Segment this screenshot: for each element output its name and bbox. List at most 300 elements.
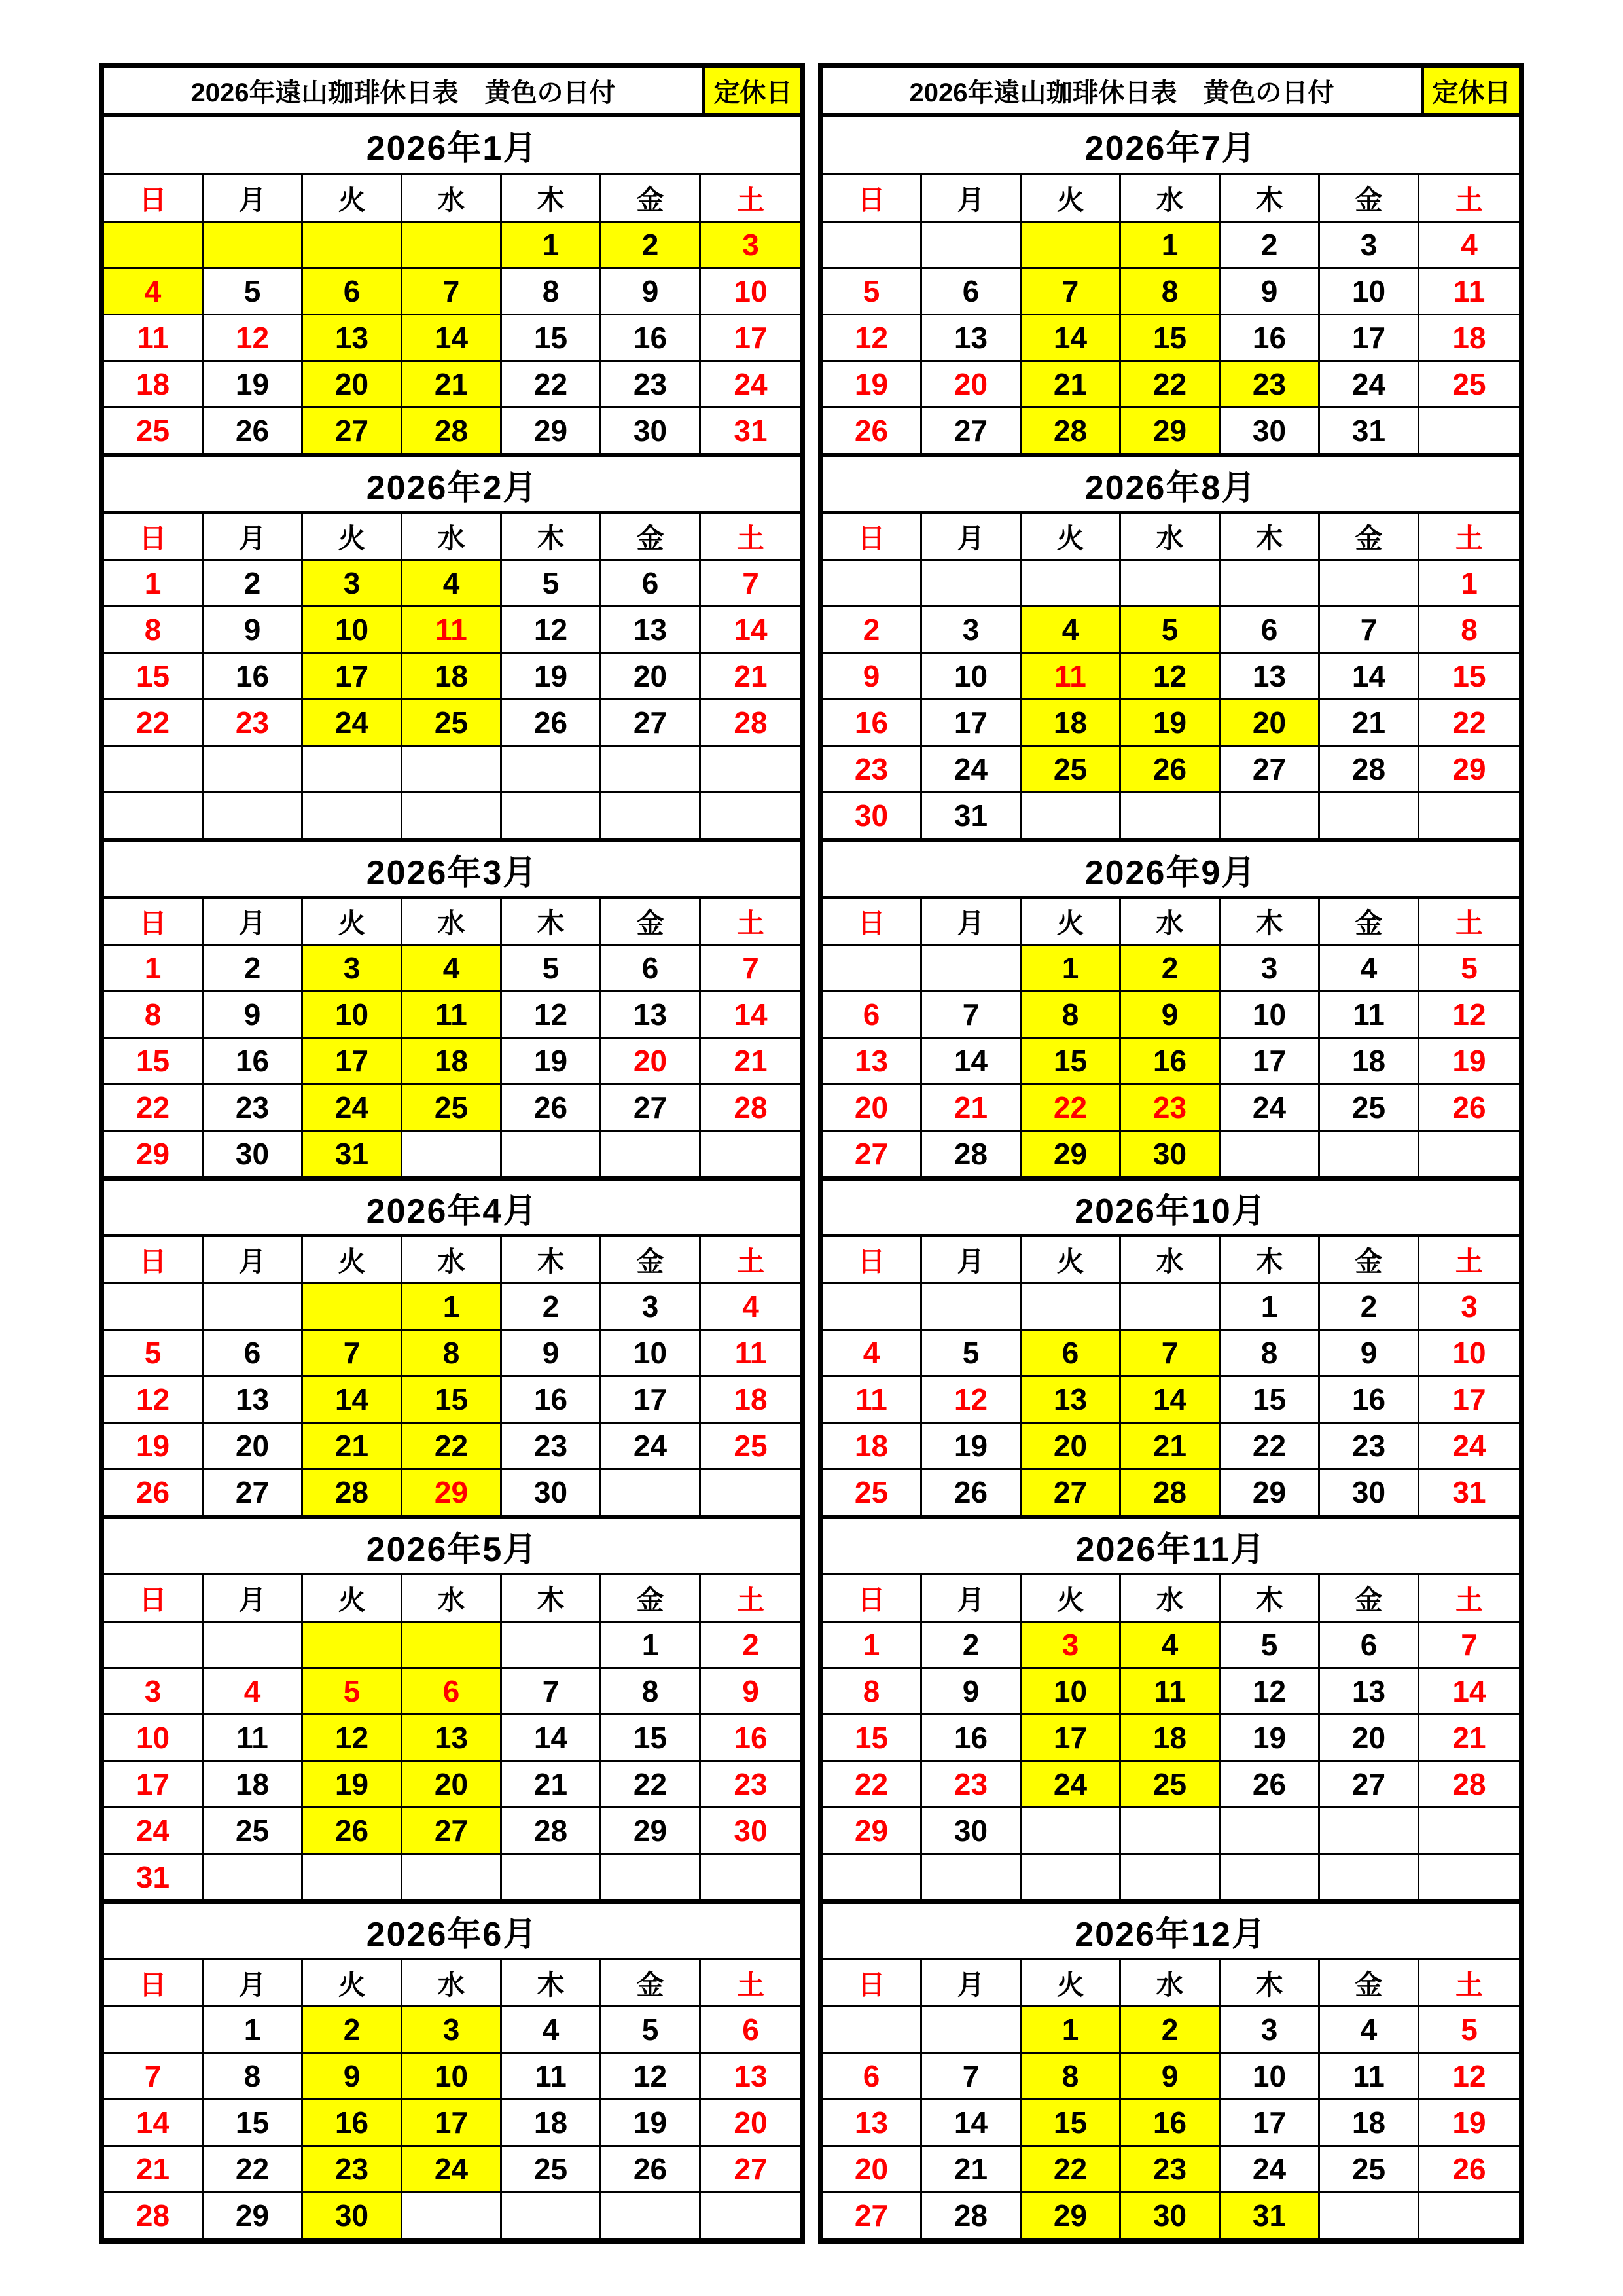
weekday-label: 日 xyxy=(823,514,922,561)
day-cell: 1 xyxy=(823,1623,922,1669)
week-row xyxy=(823,747,1519,793)
weekday-label: 木 xyxy=(1221,514,1320,561)
day-cell: 14 xyxy=(1121,1377,1221,1424)
weekday-label: 火 xyxy=(1022,1960,1121,2007)
weekday-label: 金 xyxy=(601,899,701,946)
week-row xyxy=(104,269,800,315)
empty-day-cell xyxy=(402,793,502,840)
week-row xyxy=(823,2007,1519,2054)
empty-day-cell xyxy=(104,793,204,840)
week-row xyxy=(823,1284,1519,1331)
day-cell: 26 xyxy=(1419,2147,1519,2193)
day-cell: 16 xyxy=(502,1377,601,1424)
weekday-label: 土 xyxy=(701,1237,800,1284)
empty-day-cell xyxy=(502,1132,601,1178)
day-cell: 9 xyxy=(701,1669,800,1715)
day-cell: 22 xyxy=(1022,2147,1121,2193)
weekday-label: 木 xyxy=(1221,1237,1320,1284)
day-cell: 18 xyxy=(402,1039,502,1085)
empty-day-cell xyxy=(922,1855,1022,1901)
day-cell: 8 xyxy=(1121,269,1221,315)
weekday-label: 木 xyxy=(1221,1575,1320,1623)
empty-day-cell xyxy=(402,1623,502,1669)
day-cell: 20 xyxy=(303,362,402,408)
day-cell: 2 xyxy=(823,607,922,654)
day-cell: 20 xyxy=(823,1085,922,1132)
week-row xyxy=(823,1855,1519,1901)
day-cell: 16 xyxy=(303,2100,402,2147)
week-row xyxy=(104,362,800,408)
weekday-label: 月 xyxy=(204,1960,303,2007)
week-row xyxy=(104,1669,800,1715)
closed-day-badge: 定休日 xyxy=(1421,68,1519,113)
day-cell: 30 xyxy=(303,2193,402,2240)
weekday-label: 日 xyxy=(823,899,922,946)
day-cell: 22 xyxy=(823,1762,922,1808)
weekday-label: 土 xyxy=(701,514,800,561)
day-cell: 24 xyxy=(922,747,1022,793)
day-cell: 18 xyxy=(1320,1039,1419,1085)
day-cell: 27 xyxy=(701,2147,800,2193)
day-cell: 11 xyxy=(823,1377,922,1424)
weekday-label: 火 xyxy=(1022,175,1121,223)
weekday-label: 月 xyxy=(922,514,1022,561)
day-cell: 6 xyxy=(823,992,922,1039)
day-cell: 1 xyxy=(1022,2007,1121,2054)
empty-day-cell xyxy=(1221,1132,1320,1178)
day-cell: 4 xyxy=(1022,607,1121,654)
day-cell: 3 xyxy=(303,561,402,607)
day-cell: 27 xyxy=(823,1132,922,1178)
day-cell: 2 xyxy=(1221,223,1320,269)
weekday-label: 日 xyxy=(104,1960,204,2007)
day-cell: 3 xyxy=(1419,1284,1519,1331)
empty-day-cell xyxy=(204,793,303,840)
day-cell: 10 xyxy=(1221,992,1320,1039)
day-cell: 10 xyxy=(1221,2054,1320,2100)
day-cell: 7 xyxy=(104,2054,204,2100)
day-cell: 27 xyxy=(922,408,1022,455)
day-cell: 28 xyxy=(1419,1762,1519,1808)
day-cell: 19 xyxy=(1419,1039,1519,1085)
weekday-label: 月 xyxy=(204,514,303,561)
day-cell: 3 xyxy=(601,1284,701,1331)
day-cell: 21 xyxy=(502,1762,601,1808)
empty-day-cell xyxy=(601,1855,701,1901)
day-cell: 18 xyxy=(402,654,502,700)
day-cell: 20 xyxy=(701,2100,800,2147)
weekday-label: 金 xyxy=(1320,1575,1419,1623)
day-cell: 7 xyxy=(701,561,800,607)
week-row xyxy=(823,1669,1519,1715)
day-cell: 27 xyxy=(1320,1762,1419,1808)
week-row xyxy=(823,1424,1519,1470)
week-row xyxy=(823,362,1519,408)
empty-day-cell xyxy=(701,1132,800,1178)
weekday-label: 土 xyxy=(1419,514,1519,561)
day-cell: 28 xyxy=(303,1470,402,1516)
day-cell: 12 xyxy=(1221,1669,1320,1715)
day-cell: 11 xyxy=(701,1331,800,1377)
empty-day-cell xyxy=(104,747,204,793)
day-cell: 24 xyxy=(104,1808,204,1855)
day-cell: 15 xyxy=(1022,2100,1121,2147)
day-cell: 13 xyxy=(701,2054,800,2100)
day-cell: 24 xyxy=(1419,1424,1519,1470)
day-cell: 19 xyxy=(1121,700,1221,747)
day-cell: 12 xyxy=(204,315,303,362)
day-cell: 8 xyxy=(823,1669,922,1715)
day-cell: 7 xyxy=(1121,1331,1221,1377)
day-cell: 4 xyxy=(1320,946,1419,992)
day-cell: 11 xyxy=(1419,269,1519,315)
empty-day-cell xyxy=(701,1470,800,1516)
weekday-label: 金 xyxy=(1320,175,1419,223)
day-cell: 12 xyxy=(823,315,922,362)
empty-day-cell xyxy=(1121,1855,1221,1901)
empty-day-cell xyxy=(601,1470,701,1516)
day-cell: 3 xyxy=(1320,223,1419,269)
day-cell: 16 xyxy=(1320,1377,1419,1424)
empty-day-cell xyxy=(1221,793,1320,840)
day-cell: 18 xyxy=(1419,315,1519,362)
day-cell: 29 xyxy=(823,1808,922,1855)
day-cell: 8 xyxy=(104,992,204,1039)
week-row xyxy=(104,2054,800,2100)
weekday-label: 木 xyxy=(502,175,601,223)
day-cell: 5 xyxy=(502,561,601,607)
weekday-header-row xyxy=(104,514,800,561)
weekday-label: 水 xyxy=(1121,514,1221,561)
day-cell: 7 xyxy=(922,2054,1022,2100)
day-cell: 2 xyxy=(502,1284,601,1331)
day-cell: 7 xyxy=(1320,607,1419,654)
week-row xyxy=(823,1331,1519,1377)
day-cell: 11 xyxy=(1320,992,1419,1039)
day-cell: 20 xyxy=(1022,1424,1121,1470)
empty-day-cell xyxy=(1419,1132,1519,1178)
day-cell: 4 xyxy=(1121,1623,1221,1669)
weekday-label: 土 xyxy=(1419,1575,1519,1623)
week-row xyxy=(104,992,800,1039)
weekday-label: 火 xyxy=(1022,1237,1121,1284)
day-cell: 13 xyxy=(303,315,402,362)
day-cell: 9 xyxy=(601,269,701,315)
weekday-header-row xyxy=(104,1960,800,2007)
empty-day-cell xyxy=(1121,793,1221,840)
weekday-label: 水 xyxy=(402,175,502,223)
day-cell: 21 xyxy=(922,2147,1022,2193)
day-cell: 20 xyxy=(402,1762,502,1808)
weekday-header-row xyxy=(104,175,800,223)
day-cell: 5 xyxy=(1419,946,1519,992)
weekday-header-row xyxy=(823,1237,1519,1284)
empty-day-cell xyxy=(402,223,502,269)
empty-day-cell xyxy=(1419,408,1519,455)
month-title: 2026年6月 xyxy=(104,1901,800,1960)
empty-day-cell xyxy=(823,1284,922,1331)
day-cell: 14 xyxy=(1320,654,1419,700)
day-cell: 16 xyxy=(601,315,701,362)
calendar-header xyxy=(104,68,800,117)
day-cell: 8 xyxy=(1022,992,1121,1039)
day-cell: 2 xyxy=(1320,1284,1419,1331)
weekday-label: 水 xyxy=(402,899,502,946)
day-cell: 16 xyxy=(922,1715,1022,1762)
day-cell: 28 xyxy=(502,1808,601,1855)
day-cell: 24 xyxy=(303,700,402,747)
day-cell: 28 xyxy=(1022,408,1121,455)
empty-day-cell xyxy=(402,747,502,793)
day-cell: 12 xyxy=(104,1377,204,1424)
empty-day-cell xyxy=(303,223,402,269)
day-cell: 10 xyxy=(922,654,1022,700)
day-cell: 16 xyxy=(1121,1039,1221,1085)
day-cell: 30 xyxy=(922,1808,1022,1855)
day-cell: 17 xyxy=(402,2100,502,2147)
empty-day-cell xyxy=(1022,223,1121,269)
day-cell: 17 xyxy=(922,700,1022,747)
day-cell: 23 xyxy=(701,1762,800,1808)
day-cell: 31 xyxy=(104,1855,204,1901)
day-cell: 19 xyxy=(502,1039,601,1085)
weekday-label: 金 xyxy=(1320,1960,1419,2007)
day-cell: 14 xyxy=(104,2100,204,2147)
day-cell: 12 xyxy=(1121,654,1221,700)
day-cell: 30 xyxy=(1221,408,1320,455)
day-cell: 11 xyxy=(1320,2054,1419,2100)
day-cell: 27 xyxy=(204,1470,303,1516)
empty-day-cell xyxy=(303,793,402,840)
day-cell: 10 xyxy=(303,992,402,1039)
day-cell: 14 xyxy=(701,992,800,1039)
weekday-label: 金 xyxy=(1320,514,1419,561)
week-row xyxy=(104,747,800,793)
day-cell: 27 xyxy=(402,1808,502,1855)
day-cell: 28 xyxy=(402,408,502,455)
day-cell: 18 xyxy=(104,362,204,408)
day-cell: 24 xyxy=(601,1424,701,1470)
day-cell: 16 xyxy=(204,654,303,700)
empty-day-cell xyxy=(1121,561,1221,607)
empty-day-cell xyxy=(1022,793,1121,840)
empty-day-cell xyxy=(601,747,701,793)
day-cell: 29 xyxy=(402,1470,502,1516)
day-cell: 1 xyxy=(204,2007,303,2054)
day-cell: 7 xyxy=(1419,1623,1519,1669)
day-cell: 26 xyxy=(823,408,922,455)
day-cell: 12 xyxy=(922,1377,1022,1424)
weekday-header-row xyxy=(104,899,800,946)
day-cell: 21 xyxy=(104,2147,204,2193)
day-cell: 2 xyxy=(303,2007,402,2054)
day-cell: 1 xyxy=(104,946,204,992)
empty-day-cell xyxy=(402,2193,502,2240)
day-cell: 28 xyxy=(1320,747,1419,793)
day-cell: 19 xyxy=(922,1424,1022,1470)
day-cell: 11 xyxy=(502,2054,601,2100)
day-cell: 26 xyxy=(502,1085,601,1132)
weekday-label: 木 xyxy=(1221,1960,1320,2007)
weekday-label: 水 xyxy=(1121,1575,1221,1623)
day-cell: 18 xyxy=(1320,2100,1419,2147)
week-row xyxy=(823,607,1519,654)
weekday-label: 水 xyxy=(1121,899,1221,946)
empty-day-cell xyxy=(502,1855,601,1901)
day-cell: 18 xyxy=(204,1762,303,1808)
day-cell: 19 xyxy=(1419,2100,1519,2147)
week-row xyxy=(104,2007,800,2054)
empty-day-cell xyxy=(1320,1132,1419,1178)
day-cell: 29 xyxy=(601,1808,701,1855)
weekday-label: 日 xyxy=(104,1237,204,1284)
day-cell: 18 xyxy=(502,2100,601,2147)
day-cell: 25 xyxy=(204,1808,303,1855)
day-cell: 23 xyxy=(1320,1424,1419,1470)
day-cell: 31 xyxy=(1419,1470,1519,1516)
day-cell: 4 xyxy=(502,2007,601,2054)
weekday-label: 金 xyxy=(601,175,701,223)
empty-day-cell xyxy=(204,1855,303,1901)
empty-day-cell xyxy=(204,747,303,793)
day-cell: 18 xyxy=(701,1377,800,1424)
day-cell: 12 xyxy=(1419,992,1519,1039)
empty-day-cell xyxy=(701,793,800,840)
weekday-label: 木 xyxy=(502,1960,601,2007)
week-row xyxy=(104,1623,800,1669)
day-cell: 10 xyxy=(402,2054,502,2100)
week-row xyxy=(823,1762,1519,1808)
day-cell: 7 xyxy=(303,1331,402,1377)
day-cell: 24 xyxy=(701,362,800,408)
month-title: 2026年4月 xyxy=(104,1178,800,1237)
weekday-label: 水 xyxy=(402,514,502,561)
empty-day-cell xyxy=(502,1623,601,1669)
day-cell: 15 xyxy=(104,654,204,700)
empty-day-cell xyxy=(1221,561,1320,607)
day-cell: 12 xyxy=(303,1715,402,1762)
empty-day-cell xyxy=(823,1855,922,1901)
empty-day-cell xyxy=(1419,2193,1519,2240)
day-cell: 4 xyxy=(402,561,502,607)
empty-day-cell xyxy=(303,1284,402,1331)
day-cell: 5 xyxy=(502,946,601,992)
day-cell: 3 xyxy=(701,223,800,269)
week-row xyxy=(823,1470,1519,1516)
day-cell: 1 xyxy=(1419,561,1519,607)
weekday-label: 日 xyxy=(104,175,204,223)
empty-day-cell xyxy=(922,1284,1022,1331)
day-cell: 27 xyxy=(303,408,402,455)
day-cell: 29 xyxy=(502,408,601,455)
day-cell: 17 xyxy=(1221,2100,1320,2147)
weekday-label: 木 xyxy=(502,899,601,946)
day-cell: 16 xyxy=(701,1715,800,1762)
month-title: 2026年9月 xyxy=(823,840,1519,899)
day-cell: 30 xyxy=(701,1808,800,1855)
day-cell: 12 xyxy=(502,607,601,654)
empty-day-cell xyxy=(922,2007,1022,2054)
day-cell: 7 xyxy=(402,269,502,315)
day-cell: 9 xyxy=(823,654,922,700)
weekday-label: 水 xyxy=(1121,1237,1221,1284)
day-cell: 6 xyxy=(601,561,701,607)
day-cell: 22 xyxy=(104,700,204,747)
day-cell: 2 xyxy=(204,561,303,607)
day-cell: 11 xyxy=(402,607,502,654)
day-cell: 2 xyxy=(1121,946,1221,992)
week-row xyxy=(823,2193,1519,2240)
day-cell: 22 xyxy=(502,362,601,408)
empty-day-cell xyxy=(701,2193,800,2240)
day-cell: 31 xyxy=(922,793,1022,840)
day-cell: 11 xyxy=(204,1715,303,1762)
week-row xyxy=(104,1377,800,1424)
weekday-label: 金 xyxy=(601,514,701,561)
empty-day-cell xyxy=(1320,2193,1419,2240)
day-cell: 5 xyxy=(1221,1623,1320,1669)
day-cell: 9 xyxy=(204,992,303,1039)
day-cell: 21 xyxy=(1121,1424,1221,1470)
day-cell: 9 xyxy=(1121,2054,1221,2100)
day-cell: 10 xyxy=(1419,1331,1519,1377)
empty-day-cell xyxy=(823,946,922,992)
week-row xyxy=(823,700,1519,747)
empty-day-cell xyxy=(601,1132,701,1178)
day-cell: 14 xyxy=(1419,1669,1519,1715)
day-cell: 30 xyxy=(1320,1470,1419,1516)
day-cell: 12 xyxy=(502,992,601,1039)
day-cell: 6 xyxy=(402,1669,502,1715)
day-cell: 6 xyxy=(823,2054,922,2100)
calendar-column-left xyxy=(99,63,805,2244)
day-cell: 24 xyxy=(1022,1762,1121,1808)
day-cell: 16 xyxy=(823,700,922,747)
day-cell: 20 xyxy=(1320,1715,1419,1762)
weekday-label: 日 xyxy=(104,514,204,561)
day-cell: 23 xyxy=(204,1085,303,1132)
day-cell: 14 xyxy=(922,1039,1022,1085)
day-cell: 23 xyxy=(204,700,303,747)
day-cell: 22 xyxy=(1121,362,1221,408)
day-cell: 13 xyxy=(823,2100,922,2147)
empty-day-cell xyxy=(1320,1855,1419,1901)
weekday-label: 月 xyxy=(922,1575,1022,1623)
day-cell: 10 xyxy=(104,1715,204,1762)
weekday-label: 日 xyxy=(823,1575,922,1623)
day-cell: 17 xyxy=(601,1377,701,1424)
day-cell: 13 xyxy=(1320,1669,1419,1715)
day-cell: 6 xyxy=(701,2007,800,2054)
day-cell: 19 xyxy=(104,1424,204,1470)
day-cell: 25 xyxy=(104,408,204,455)
empty-day-cell xyxy=(104,1284,204,1331)
day-cell: 5 xyxy=(104,1331,204,1377)
day-cell: 4 xyxy=(823,1331,922,1377)
empty-day-cell xyxy=(1419,793,1519,840)
day-cell: 3 xyxy=(1022,1623,1121,1669)
weekday-header-row xyxy=(823,1575,1519,1623)
week-row xyxy=(823,1808,1519,1855)
day-cell: 24 xyxy=(1221,2147,1320,2193)
day-cell: 22 xyxy=(402,1424,502,1470)
weekday-label: 土 xyxy=(701,1575,800,1623)
day-cell: 6 xyxy=(204,1331,303,1377)
month-title: 2026年10月 xyxy=(823,1178,1519,1237)
day-cell: 19 xyxy=(823,362,922,408)
empty-day-cell xyxy=(104,2007,204,2054)
day-cell: 9 xyxy=(1121,992,1221,1039)
